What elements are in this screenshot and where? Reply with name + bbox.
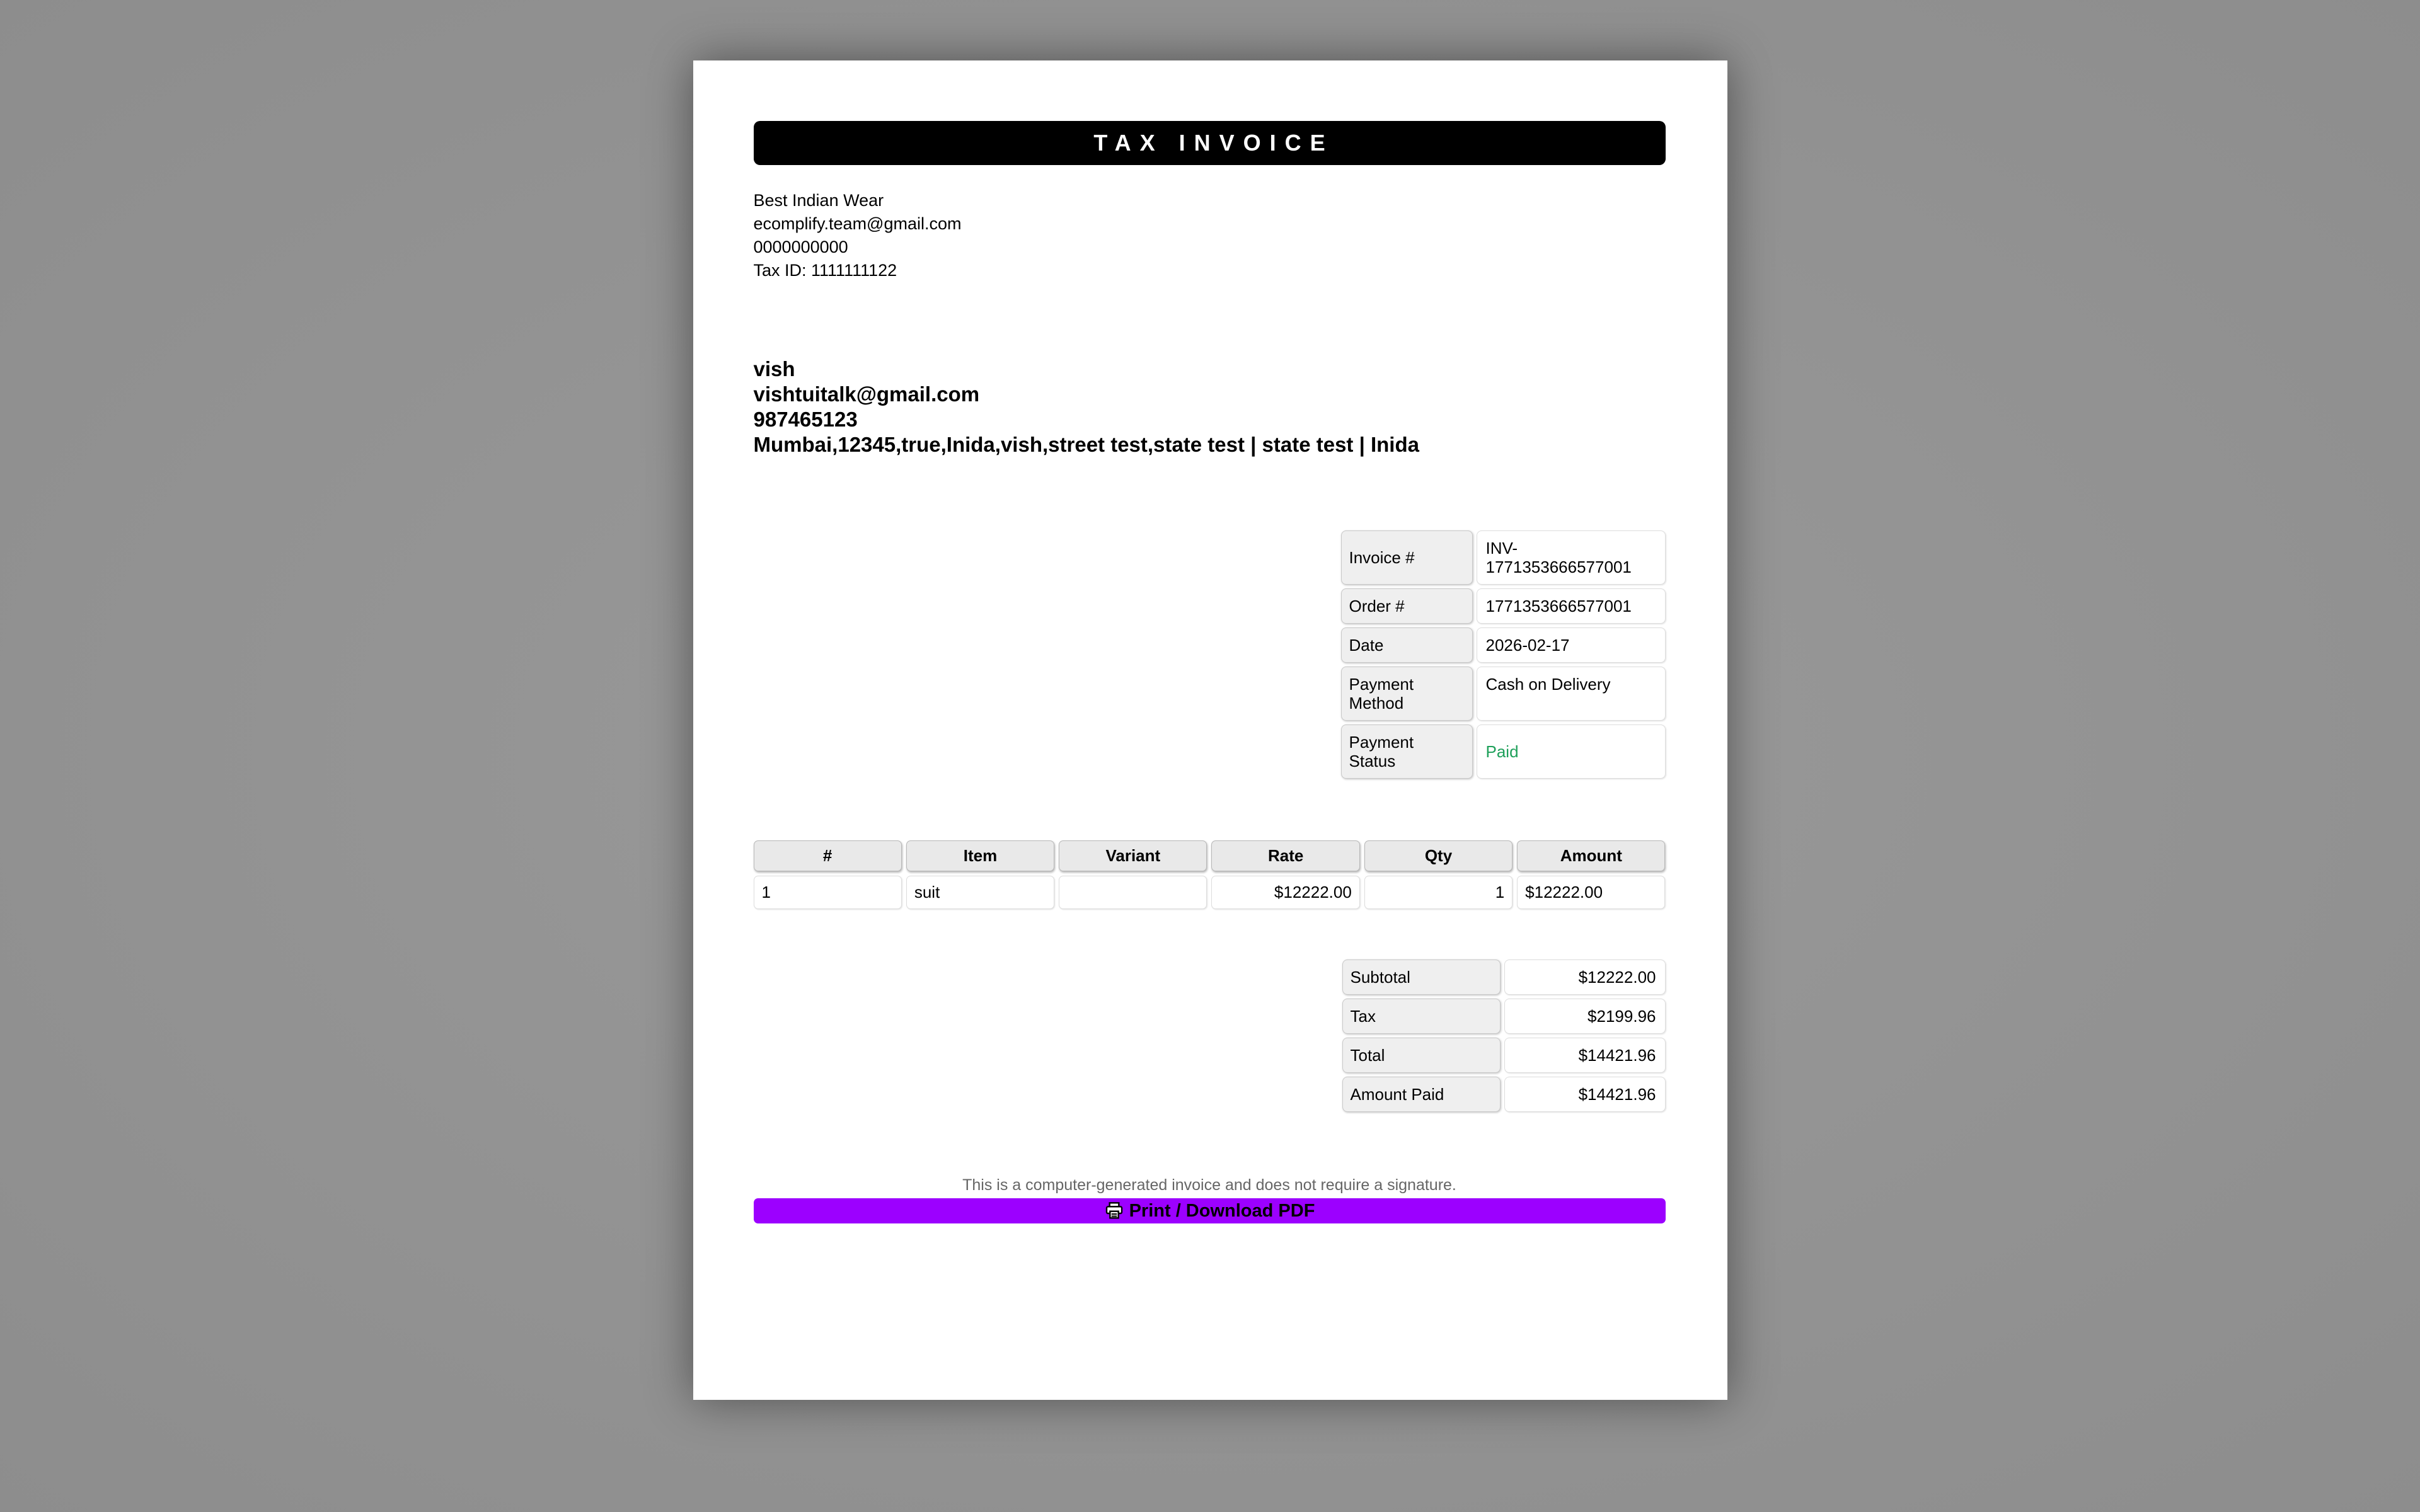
payment-status-label: Payment Status [1341,724,1473,779]
invoice-number-label: Invoice # [1341,530,1473,585]
customer-email: vishtuitalk@gmail.com [753,382,980,406]
print-button-label: Print / Download PDF [1129,1200,1315,1221]
item-row-variant [1059,876,1207,909]
item-row-rate: $12222.00 [1211,876,1359,909]
amount-paid-value: $14421.96 [1504,1077,1666,1112]
items-header-index: # [754,840,902,871]
invoice-number-value: INV-1771353666577001 [1477,530,1666,585]
item-row-amount: $12222.00 [1517,876,1665,909]
amount-paid-label: Amount Paid [1342,1077,1501,1112]
invoice-page [693,60,1727,1400]
subtotal-value: $12222.00 [1504,959,1666,995]
payment-method-label: Payment Method [1341,667,1473,721]
totals-section [754,959,1666,1112]
seller-info [754,189,1666,282]
payment-status-value: Paid [1477,724,1666,779]
items-header-variant: Variant [1059,840,1207,871]
signature-disclaimer: This is a computer-generated invoice and does not require a signature. [962,1176,1456,1194]
customer-address: Mumbai,12345,true,Inida,vish,street test,state test | state test | Inida [753,433,1419,456]
order-number-value: 1771353666577001 [1477,588,1666,624]
print-download-button[interactable] [754,1198,1666,1223]
items-header-item: Item [906,840,1054,871]
totals-table [1342,959,1666,1112]
item-row-index: 1 [754,876,902,909]
order-number-label: Order # [1341,588,1473,624]
items-header-qty: Qty [1364,840,1512,871]
seller-tax-id: Tax ID: 1111111122 [753,261,897,280]
customer-name: vish [753,357,795,381]
seller-phone: 0000000000 [753,238,848,256]
items-header-rate: Rate [1211,840,1359,871]
customer-info [754,357,1666,457]
invoice-meta-table [1341,530,1666,779]
item-row-name: suit [906,876,1054,909]
tax-value: $2199.96 [1504,999,1666,1034]
seller-name: Best Indian Wear [753,191,884,210]
date-value: 2026-02-17 [1477,627,1666,663]
customer-phone: 987465123 [753,408,858,431]
items-table [754,840,1666,909]
item-row-qty: 1 [1364,876,1512,909]
invoice-meta-section [754,530,1666,779]
seller-email: ecomplify.team@gmail.com [753,214,962,233]
items-header-amount: Amount [1517,840,1665,871]
total-label: Total [1342,1038,1501,1073]
total-value: $14421.96 [1504,1038,1666,1073]
subtotal-label: Subtotal [1342,959,1501,995]
invoice-title: TAX INVOICE [1093,130,1334,156]
invoice-title-banner [754,121,1666,165]
payment-method-value: Cash on Delivery [1477,667,1666,721]
date-label: Date [1341,627,1473,663]
tax-label: Tax [1342,999,1501,1034]
printer-icon [1104,1201,1124,1221]
